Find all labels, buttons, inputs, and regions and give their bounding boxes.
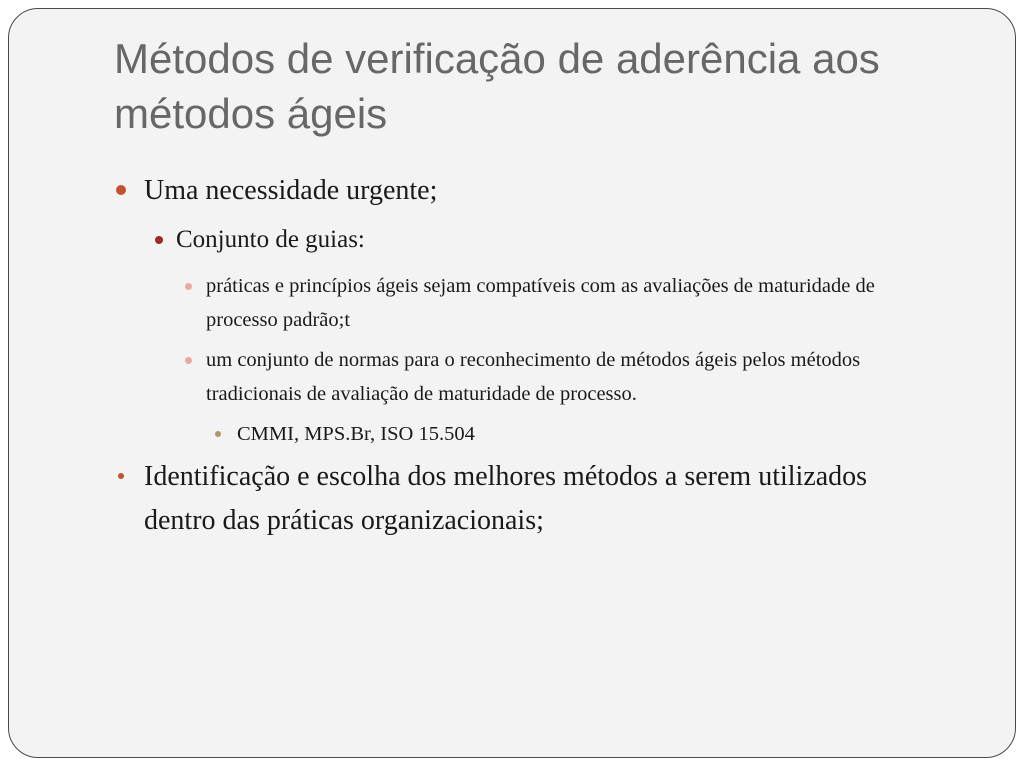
bullet-item-norms: um conjunto de normas para o reconhecimento de métodos ágeis pelos métodos tradicionais de avaliação de maturidade de processo. [206, 349, 861, 405]
bullet-level2-icon [155, 236, 163, 244]
slide-title: Métodos de verificação de aderência aos métodos ágeis [114, 35, 880, 137]
bullet-item-agile-practices: práticas e princípios ágeis sejam compatíveis com as avaliações de maturidade de processo padrão;t [206, 275, 875, 331]
bullet-level1-icon [116, 185, 126, 195]
slide [8, 8, 1016, 758]
bullet-level4-icon [215, 431, 221, 437]
bullet-level3-icon [185, 283, 192, 290]
bullet-item-urgent-need: Uma necessidade urgente; [144, 175, 438, 206]
bullet-level1-icon [118, 473, 124, 479]
bullet-item-standards: CMMI, MPS.Br, ISO 15.504 [237, 423, 475, 445]
bullet-item-guides: Conjunto de guias: [176, 226, 365, 253]
bullet-item-identification: Identificação e escolha dos melhores métodos a serem utilizados dentro das práticas organizacionais; [144, 461, 868, 536]
bullet-level3-icon [185, 357, 192, 364]
